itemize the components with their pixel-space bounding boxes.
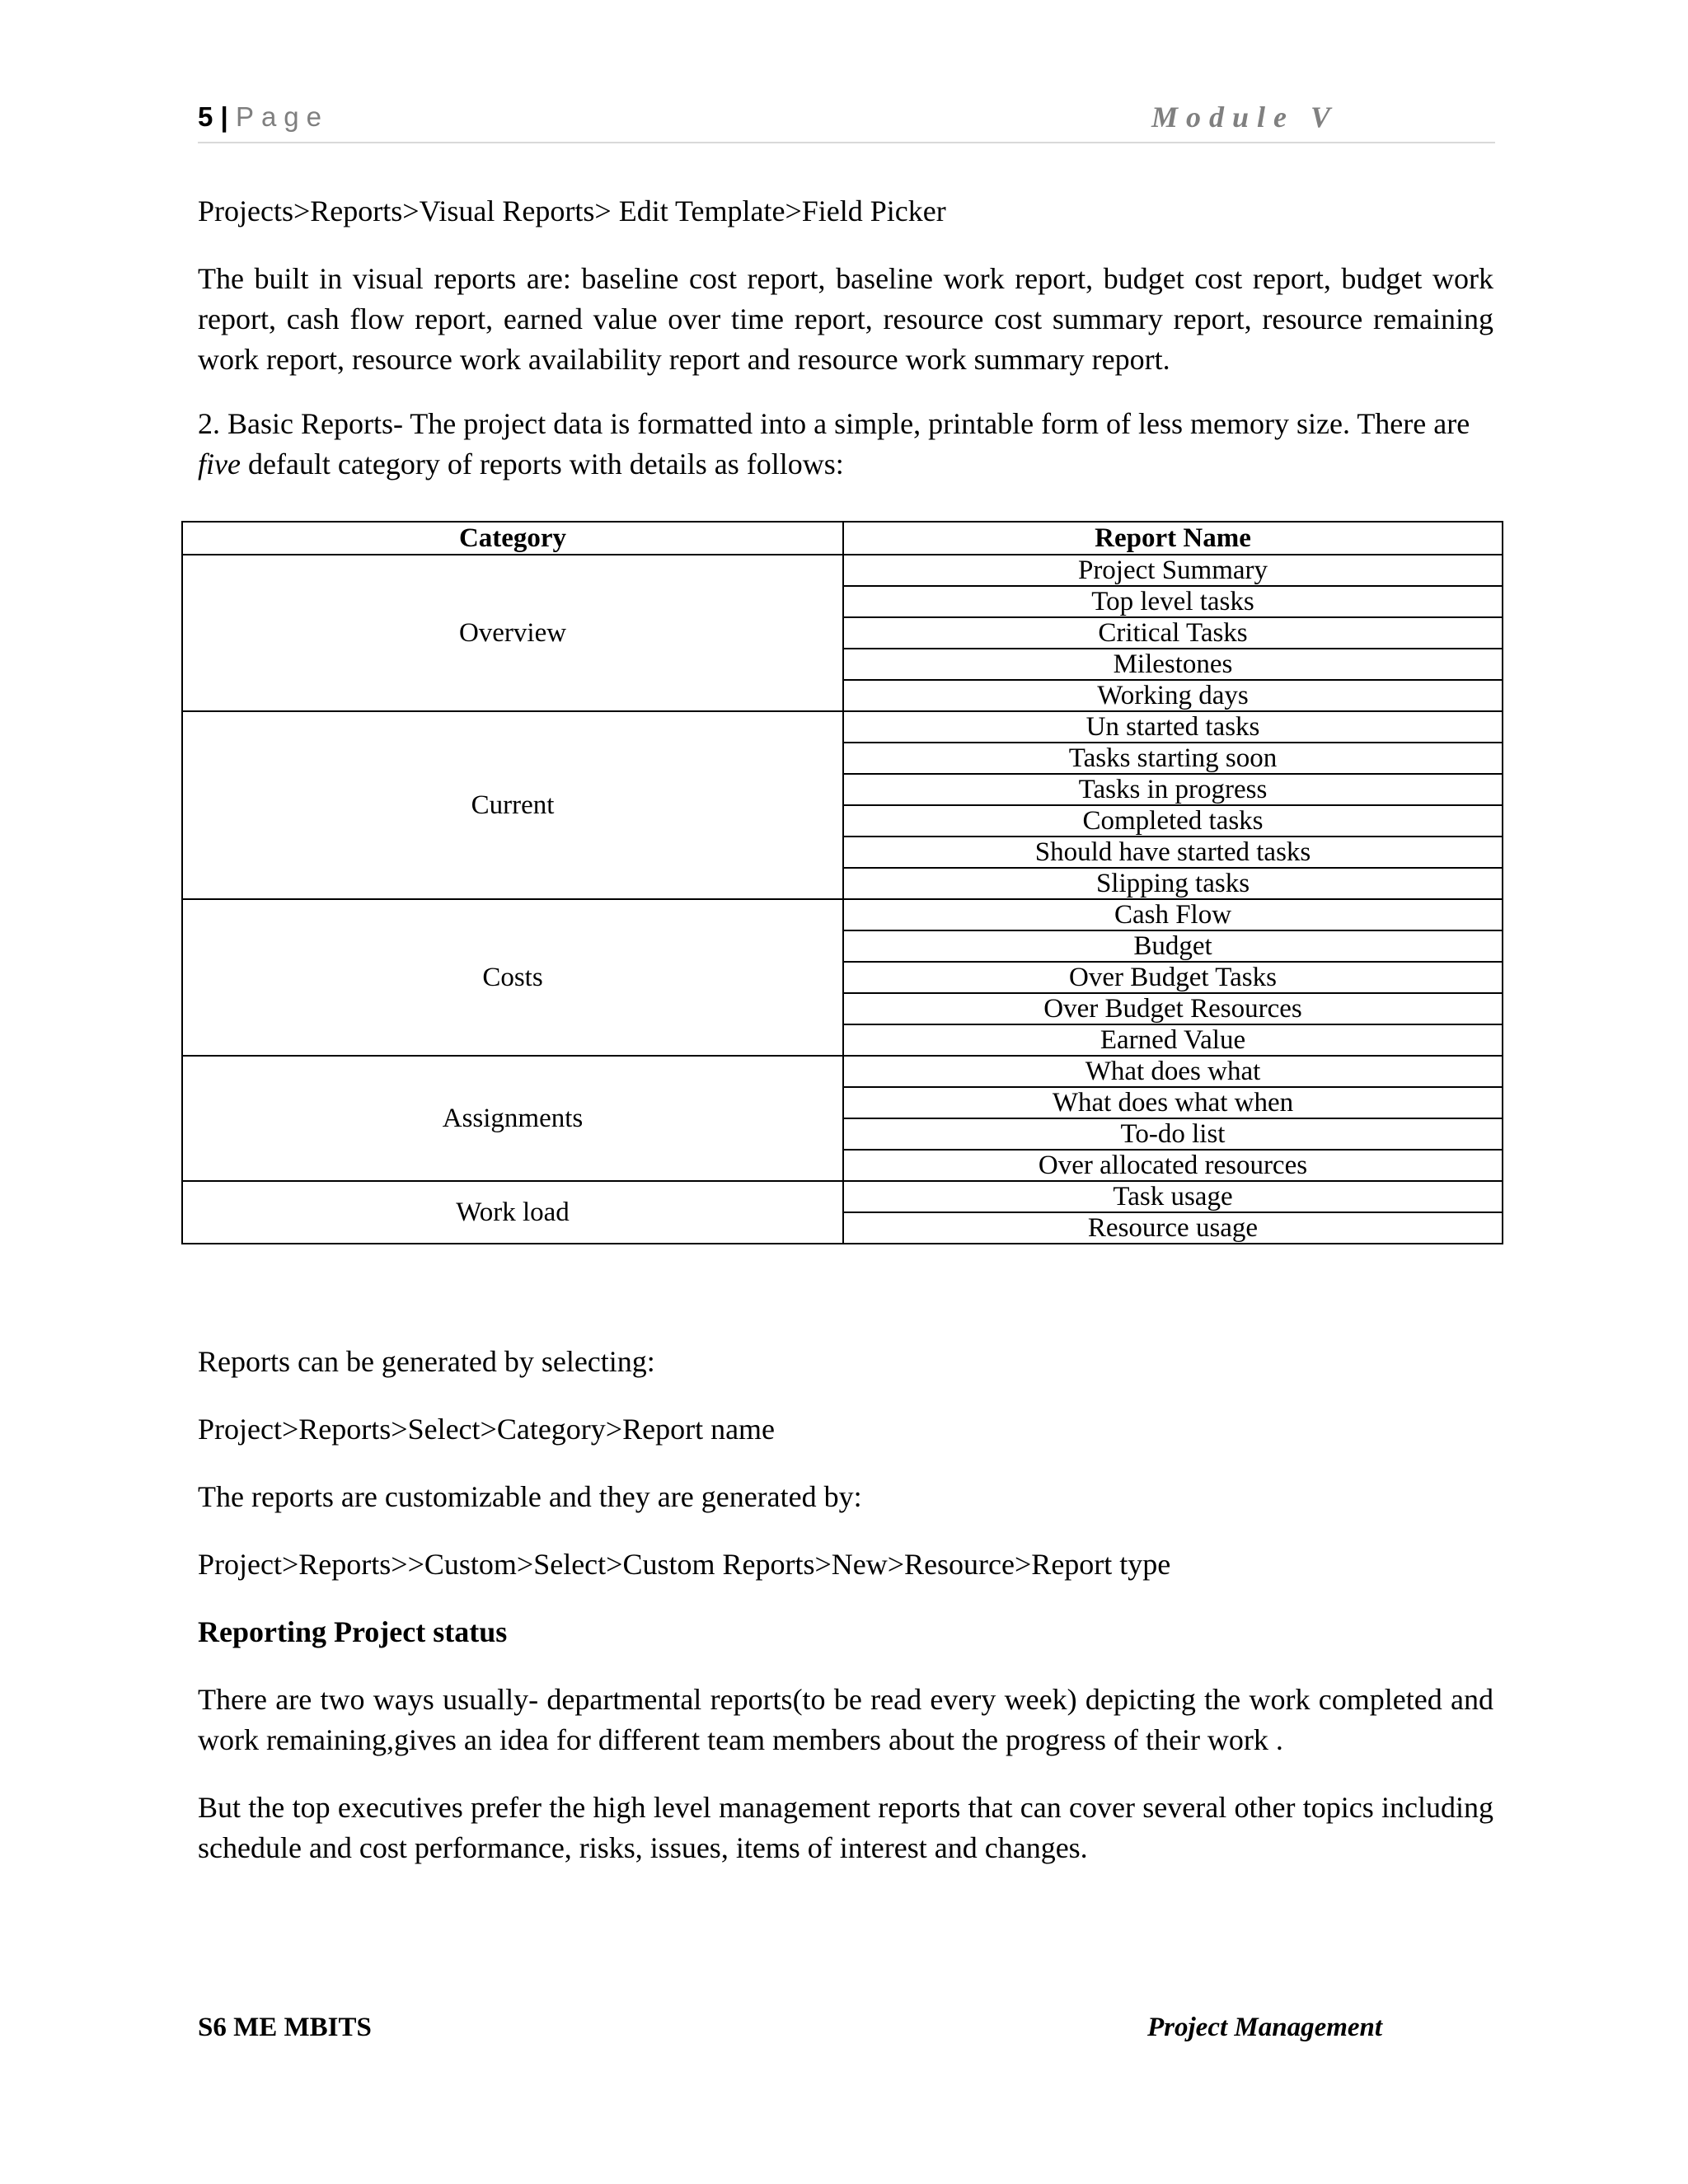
report-name-cell: Working days (843, 680, 1503, 711)
basic-reports-text-2: default category of reports with details as follows: (240, 448, 844, 480)
header-category: Category (182, 522, 843, 555)
report-name-cell: Cash Flow (843, 899, 1503, 930)
visual-reports-path: Projects>Reports>Visual Reports> Edit Template>Field Picker (198, 194, 946, 227)
report-name-cell: Earned Value (843, 1024, 1503, 1056)
table-header-row (182, 522, 1503, 555)
page-header (198, 99, 1495, 143)
report-name-cell: Should have started tasks (843, 837, 1503, 868)
basic-reports-emphasis: five (198, 448, 241, 480)
category-cell: Assignments (182, 1056, 843, 1181)
custom-report-path: Project>Reports>>Custom>Select>Custom Reports>New>Resource>Report type (198, 1548, 1171, 1581)
report-name-cell: Slipping tasks (843, 868, 1503, 899)
two-ways-paragraph: There are two ways usually- departmental reports(to be read every week) depicting the work completed and work remaining,gives an idea for different team members about the progress of their work . (198, 1683, 1493, 1756)
report-name-cell: Over allocated resources (843, 1150, 1503, 1181)
table-row (182, 555, 1503, 586)
report-name-cell: Resource usage (843, 1212, 1503, 1244)
report-name-cell: Over Budget Resources (843, 993, 1503, 1024)
category-cell: Overview (182, 555, 843, 711)
footer-course: S6 ME MBITS (198, 2013, 372, 2042)
page-word: Page (235, 101, 330, 132)
table-row (182, 711, 1503, 743)
report-name-cell: Over Budget Tasks (843, 962, 1503, 993)
page-number: 5 (198, 101, 213, 132)
table-row (182, 1181, 1503, 1212)
category-cell: Current (182, 711, 843, 899)
table-body (182, 555, 1503, 1244)
report-name-cell: Completed tasks (843, 805, 1503, 837)
basic-reports-paragraph (198, 404, 1493, 485)
report-name-cell: Task usage (843, 1181, 1503, 1212)
report-name-cell: What does what when (843, 1087, 1503, 1118)
page-number-label (198, 99, 329, 135)
report-name-cell: Un started tasks (843, 711, 1503, 743)
module-label: Module V (1151, 101, 1339, 134)
report-name-cell: Milestones (843, 649, 1503, 680)
report-name-cell: Budget (843, 930, 1503, 962)
report-category-table (181, 521, 1503, 1244)
top-executives-paragraph: But the top executives prefer the high level management reports that can cover several other topics including schedule and cost performance, risks, issues, items of interest and changes. (198, 1791, 1493, 1864)
customizable-text: The reports are customizable and they are generated by: (198, 1480, 862, 1513)
builtin-reports-paragraph: The built in visual reports are: baseline cost report, baseline work report, budget cost report, budget work report, cash flow report, earned value over time report, resource cost summary report, resource remaining work report, resource work availability report and resource work summary report. (198, 262, 1493, 376)
table-row (182, 899, 1503, 930)
page-separator: | (220, 101, 228, 132)
report-name-cell: Top level tasks (843, 586, 1503, 617)
report-name-cell: Tasks in progress (843, 774, 1503, 805)
section-heading: Reporting Project status (198, 1615, 508, 1648)
generated-by-selecting: Reports can be generated by selecting: (198, 1345, 655, 1378)
table-row (182, 1056, 1503, 1087)
report-name-cell: To-do list (843, 1118, 1503, 1150)
footer-subject: Project Management (1147, 2013, 1383, 2042)
basic-report-path: Project>Reports>Select>Category>Report name (198, 1413, 776, 1446)
header-report-name: Report Name (843, 522, 1503, 555)
basic-reports-text-1: 2. Basic Reports- The project data is formatted into a simple, printable form of less memory size. There are (198, 407, 1470, 440)
category-cell: Work load (182, 1181, 843, 1244)
category-cell: Costs (182, 899, 843, 1056)
report-name-cell: Critical Tasks (843, 617, 1503, 649)
report-name-cell: Tasks starting soon (843, 743, 1503, 774)
report-name-cell: Project Summary (843, 555, 1503, 586)
report-name-cell: What does what (843, 1056, 1503, 1087)
